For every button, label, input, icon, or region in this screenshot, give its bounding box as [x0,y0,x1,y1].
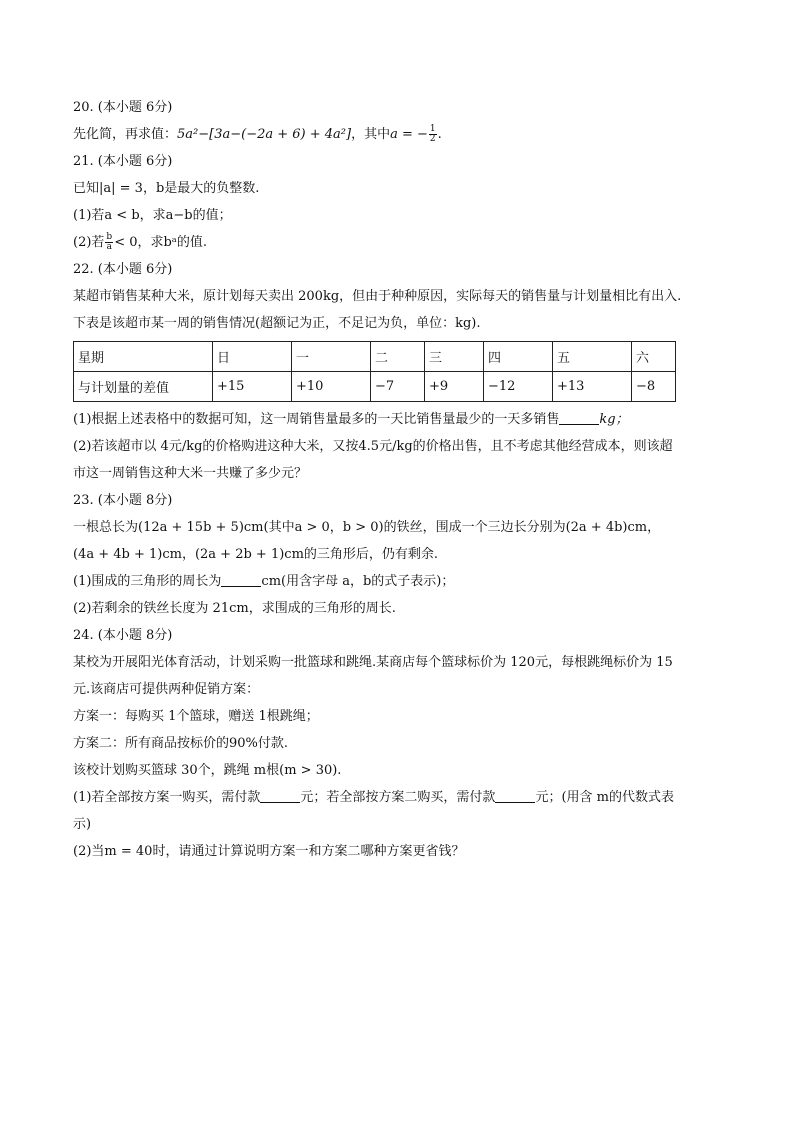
q22-part2-line2: 市这一周销售这种大米一共赚了多少元？ [73,466,308,481]
q22-part1-post: kg； [599,412,629,427]
q24-part1-cont: 示) [73,817,92,832]
q24-part1-a: (1)若全部按方案一购买，需付款 [73,790,261,805]
q21-part1: (1)若a < b，求a−b的值； [73,208,232,223]
table-cell: +13 [553,372,632,402]
table-cell: +9 [425,372,484,402]
q23-part1 [73,572,723,592]
q24-plan2: 方案二：所有商品按标价的90%付款. [73,736,289,751]
q21-part2-post: < 0，求bᵃ的值. [114,235,207,250]
q23-title: 23. (本小题 8分) [73,493,173,508]
table-cell: −7 [371,372,425,402]
table-cell: 六 [632,342,676,372]
q20-condition: a = − [390,127,428,142]
table-cell: +10 [292,372,371,402]
q22-line2: 下表是该超市某一周的销售情况(超额记为正，不足记为负，单位：kg). [73,316,481,331]
q23-part2: (2)若剩余的铁丝长度为 21cm，求围成的三角形的周长. [73,601,396,616]
exam-page [73,98,723,869]
q22-part2-line1: (2)若该超市以 4元/kg的价格购进这种大米，又按4.5元/kg的价格出售，且不考虑其他经营成本，则该超 [73,439,673,454]
q24-part1-c: 元；(用含 m的代数式表 [535,790,674,805]
q20-tail: . [437,127,442,142]
table-cell: 五 [553,342,632,372]
q24-title: 24. (本小题 8分) [73,628,173,643]
table-row-weekday [74,342,676,372]
table-cell: 日 [213,342,292,372]
q20-title: 20. (本小题 6分) [73,100,173,115]
q20-body [73,125,723,145]
q24-part1-b: 元；若全部按方案二购买，需付款 [300,790,496,805]
q21-part2 [73,233,723,253]
q23-part1-post: cm(用含字母 a，b的式子表示)； [261,574,455,589]
table-cell: −8 [632,372,676,402]
answer-blank [221,573,261,587]
q24-line2: 元.该商店可提供两种促销方案： [73,682,260,697]
table-cell: 三 [425,342,484,372]
q23-line1: 一根总长为(12a + 15b + 5)cm(其中a > 0，b > 0)的铁丝，围成一个三边长分别为(2a + 4b)cm， [73,520,661,535]
table-row-difference [74,372,676,402]
q21-fraction [105,233,113,252]
q24-plan1: 方案一：每购买 1个篮球，赠送 1根跳绳； [73,709,319,724]
q23-part1-pre: (1)围成的三角形的周长为 [73,574,222,589]
q24-line1: 某校为开展阳光体育活动，计划采购一批篮球和跳绳.某商店每个篮球标价为 120元，每根跳绳标价为 15 [73,655,673,670]
q20-fraction [429,125,437,144]
sales-table [73,341,676,402]
q21-frac-num: b [106,232,113,242]
table-cell: −12 [484,372,553,402]
q21-title: 21. (本小题 6分) [73,154,173,169]
answer-blank [559,411,599,425]
q22-line1: 某超市销售某种大米，原计划每天卖出 200kg，但由于种种原因，实际每天的销售量与计划量相比有出入. [73,289,682,304]
q20-frac-den: 2 [429,134,436,144]
q21-line1: 已知|a| = 3，b是最大的负整数. [73,181,260,196]
q22-title: 22. (本小题 6分) [73,262,173,277]
q20-expression: 5a²−[3a−(−2a + 6) + 4a²] [177,127,352,142]
q20-text-mid: ，其中 [351,127,391,142]
table-cell: +15 [213,372,292,402]
table-cell: 二 [371,342,425,372]
q24-line3: 该校计划购买篮球 30个，跳绳 m根(m > 30). [73,763,342,778]
q20-frac-num: 1 [429,124,436,134]
q24-part2: (2)当m = 40时，请通过计算说明方案一和方案二哪种方案更省钱？ [73,844,465,859]
q23-line2: (4a + 4b + 1)cm，(2a + 2b + 1)cm的三角形后，仍有剩余. [73,547,439,562]
q20-text-pre: 先化简，再求值： [73,127,178,142]
q21-part2-pre: (2)若 [73,235,105,250]
table-cell: 与计划量的差值 [74,372,213,402]
q22-part1-pre: (1)根据上述表格中的数据可知，这一周销售量最多的一天比销售量最少的一天多销售 [73,412,560,427]
table-cell: 一 [292,342,371,372]
q24-part1 [73,788,723,808]
table-cell: 星期 [74,342,213,372]
q21-frac-den: a [106,242,112,252]
table-cell: 四 [484,342,553,372]
q22-part1 [73,410,723,430]
answer-blank [495,789,535,803]
answer-blank [260,789,300,803]
